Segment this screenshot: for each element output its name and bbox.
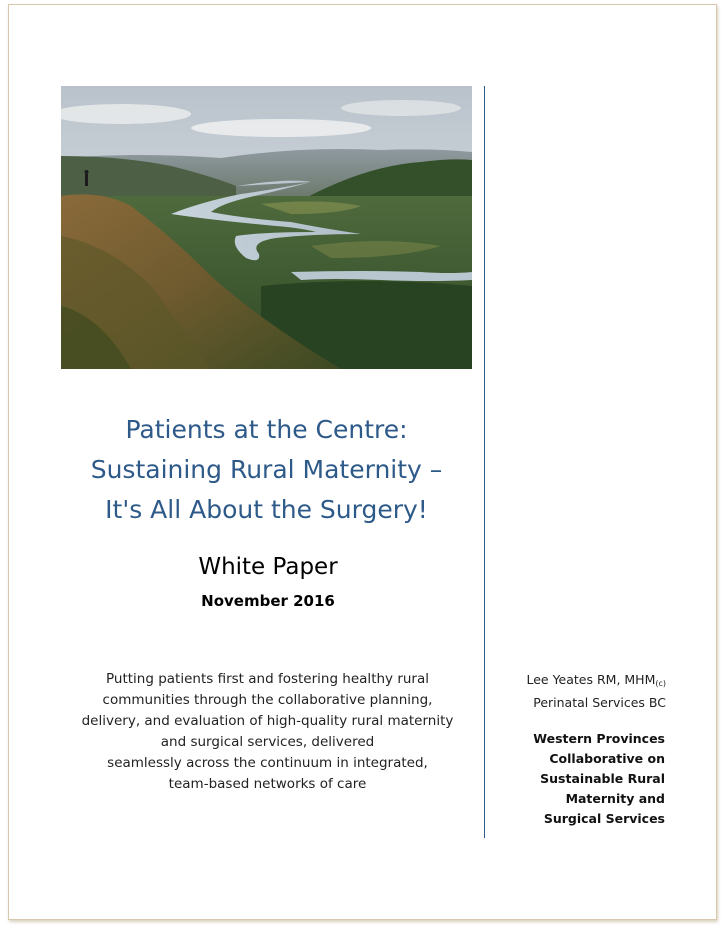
document-title: [61, 410, 472, 530]
vertical-divider-line: [484, 86, 485, 838]
author-name-suffix: (c): [655, 679, 666, 688]
title-line: It's All About the Surgery!: [105, 495, 428, 524]
collaborative-line: Collaborative on: [549, 751, 665, 766]
collaborative-line: Surgical Services: [543, 811, 665, 826]
author-name: Lee Yeates RM, MHM: [526, 672, 656, 687]
author-block: [490, 670, 666, 712]
title-line: Sustaining Rural Maternity –: [90, 455, 443, 484]
author-organization: Perinatal Services BC: [533, 695, 666, 710]
document-date: November 2016: [201, 592, 335, 610]
summary-line: and surgical services, delivered: [160, 734, 375, 750]
author-name-line: [490, 670, 666, 693]
collaborative-line: Sustainable Rural: [540, 771, 665, 786]
document-type: White Paper: [198, 554, 338, 580]
collaborative-name: [490, 729, 665, 829]
summary-statement: [61, 669, 474, 795]
summary-line: delivery, and evaluation of high-quality rural maternity: [81, 713, 454, 729]
collaborative-line: Maternity and: [565, 791, 665, 806]
summary-line: Putting patients first and fostering healthy rural: [106, 671, 429, 687]
summary-line: communities through the collaborative planning,: [102, 692, 433, 708]
title-line: Patients at the Centre:: [125, 415, 408, 444]
summary-line: team-based networks of care: [168, 776, 367, 792]
collaborative-line: Western Provinces: [533, 731, 665, 746]
cover-photo-river-valley: [61, 86, 472, 369]
summary-line: seamlessly across the continuum in integrated,: [107, 755, 428, 771]
